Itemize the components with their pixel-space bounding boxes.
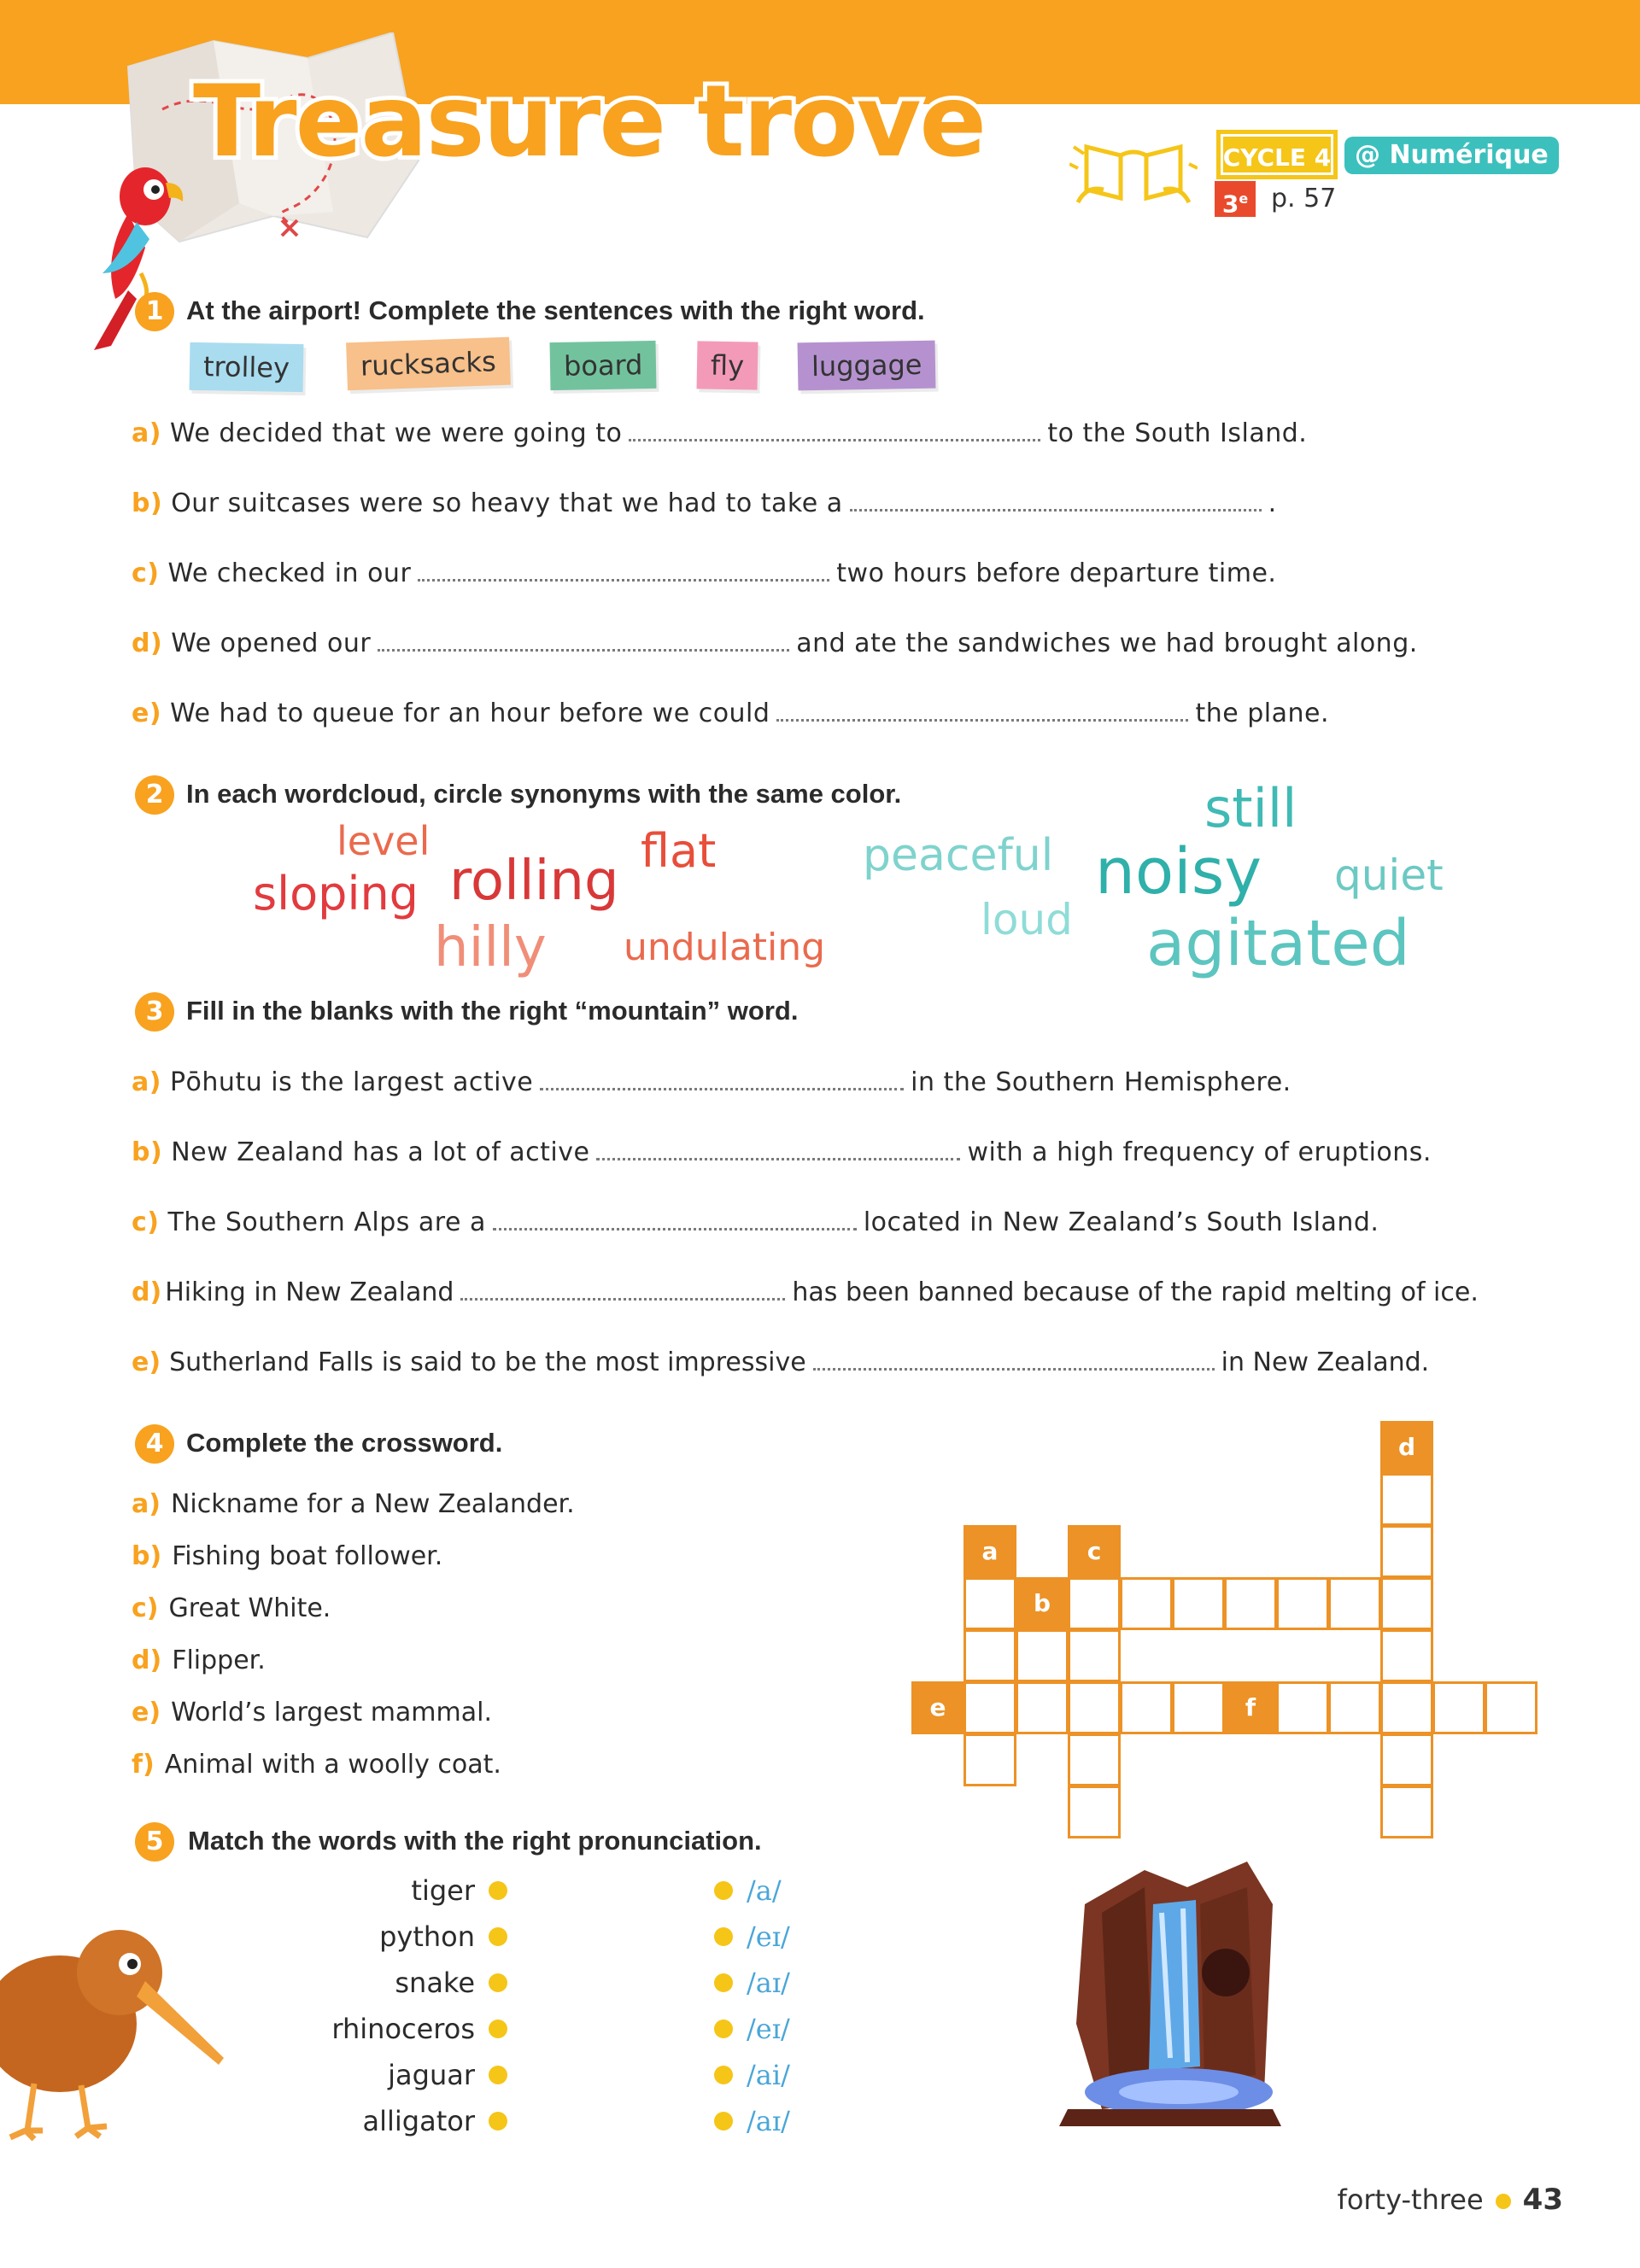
- blank-field[interactable]: [493, 1209, 857, 1230]
- grade-superscript: e: [1239, 190, 1249, 207]
- exercise-4-number: 4: [135, 1424, 174, 1464]
- crossword-cell[interactable]: [1068, 1629, 1121, 1682]
- match-word-python: python: [379, 1920, 475, 1953]
- clue-letter: d): [132, 1645, 162, 1675]
- match-word-rhinoceros: rhinoceros: [331, 2013, 475, 2045]
- pronunciation: /ai/: [747, 2059, 790, 2091]
- cloud-word-quiet[interactable]: quiet: [1334, 850, 1444, 900]
- ex1-sentence-a: [132, 417, 1307, 451]
- match-dot-right[interactable]: [714, 1973, 733, 1992]
- page-word: forty-three: [1337, 2183, 1484, 2216]
- exercise-5-instruction: Match the words with the right pronunciation.: [188, 1826, 762, 1856]
- clue-text: World’s largest mammal.: [171, 1698, 492, 1727]
- crossword-label-c: c: [1068, 1525, 1121, 1578]
- sentence-letter: d): [132, 628, 163, 658]
- sentence-after: in New Zealand.: [1221, 1347, 1430, 1377]
- word-chip-rucksacks[interactable]: rucksacks: [346, 337, 510, 391]
- sentence-after: in the Southern Hemisphere.: [911, 1067, 1292, 1097]
- match-dot-left[interactable]: [489, 1881, 507, 1900]
- match-dot-left[interactable]: [489, 2020, 507, 2038]
- clue-letter: b): [132, 1541, 162, 1571]
- exercise-5-number: 5: [135, 1822, 174, 1862]
- exercise-2-instruction: In each wordcloud, circle synonyms with the same color.: [186, 779, 902, 809]
- footer-dot: [1496, 2194, 1511, 2209]
- clue-text: Nickname for a New Zealander.: [170, 1489, 575, 1519]
- word-chip-board[interactable]: board: [550, 341, 657, 390]
- cloud-word-rolling[interactable]: rolling: [449, 850, 619, 913]
- ex3-sentence-e: [132, 1346, 1429, 1380]
- blank-field[interactable]: [460, 1279, 785, 1301]
- sentence-letter: a): [132, 1067, 161, 1097]
- match-dot-right[interactable]: [714, 2020, 733, 2038]
- crossword-cell[interactable]: [964, 1733, 1016, 1786]
- cycle-badge: CYCLE 4: [1216, 130, 1338, 179]
- crossword-cell[interactable]: [1068, 1681, 1121, 1734]
- page-footer: [1338, 2181, 1563, 2218]
- clue-f: [132, 1748, 501, 1782]
- pronunciation: /eɪ/: [747, 1920, 790, 1953]
- blank-field[interactable]: [596, 1139, 960, 1160]
- ex3-sentence-b: [132, 1136, 1432, 1170]
- crossword-cell[interactable]: [1380, 1786, 1433, 1838]
- cloud-word-agitated[interactable]: agitated: [1146, 907, 1410, 980]
- crossword-cell[interactable]: [1224, 1577, 1277, 1630]
- crossword-cell[interactable]: [1276, 1681, 1329, 1734]
- sentence-letter: a): [132, 418, 161, 448]
- crossword-cell[interactable]: [1380, 1733, 1433, 1786]
- crossword-cell[interactable]: [1172, 1577, 1225, 1630]
- sentence-before: We checked in our: [167, 558, 412, 588]
- cloud-word-noisy[interactable]: noisy: [1095, 835, 1262, 909]
- exercise-2-number: 2: [135, 775, 174, 815]
- sentence-before: Our suitcases were so heavy that we had to take a: [171, 488, 843, 518]
- exercise-3-number: 3: [135, 992, 174, 1032]
- crossword-label-e: e: [911, 1681, 964, 1734]
- clue-text: Fishing boat follower.: [172, 1541, 443, 1571]
- ex1-sentence-b: [132, 487, 1277, 521]
- sentence-after: to the South Island.: [1047, 418, 1308, 448]
- blank-field[interactable]: [813, 1349, 1215, 1371]
- cloud-word-hilly[interactable]: hilly: [434, 916, 547, 979]
- exercise-1-instruction: At the airport! Complete the sentences with the right word.: [186, 295, 925, 325]
- blank-field[interactable]: [378, 630, 789, 652]
- clue-text: Animal with a woolly coat.: [164, 1750, 501, 1780]
- sentence-before: We decided that we were going to: [169, 418, 623, 448]
- cloud-word-level[interactable]: level: [337, 818, 430, 864]
- crossword-cell[interactable]: [1432, 1681, 1485, 1734]
- crossword-cell[interactable]: [964, 1577, 1016, 1630]
- crossword-cell[interactable]: [1328, 1681, 1381, 1734]
- match-word-jaguar: jaguar: [388, 2059, 475, 2091]
- match-dot-left[interactable]: [489, 2112, 507, 2131]
- clue-d: [132, 1644, 266, 1678]
- crossword-cell[interactable]: [1328, 1577, 1381, 1630]
- blank-field[interactable]: [418, 560, 829, 582]
- sentence-letter: e): [132, 699, 162, 728]
- word-chip-trolley[interactable]: trolley: [190, 342, 304, 392]
- clue-letter: e): [132, 1698, 161, 1727]
- ex1-sentence-c: [132, 557, 1276, 591]
- crossword-cell[interactable]: [1380, 1525, 1433, 1578]
- crossword-cell[interactable]: [1120, 1681, 1173, 1734]
- page-title: Treasure trove: [193, 64, 986, 179]
- clue-letter: f): [132, 1750, 155, 1780]
- clue-text: Great White.: [168, 1593, 331, 1623]
- sentence-after: has been banned because of the rapid melting of ice.: [792, 1277, 1479, 1307]
- sentence-before: We had to queue for an hour before we could: [170, 699, 770, 728]
- match-dot-right[interactable]: [714, 1927, 733, 1946]
- clue-letter: c): [132, 1593, 159, 1623]
- pronunciation: /aɪ/: [747, 1967, 790, 1999]
- sentence-letter: b): [132, 488, 163, 518]
- sentence-letter: c): [132, 1207, 160, 1237]
- crossword-label-a: a: [964, 1525, 1016, 1578]
- exercise-1-number: 1: [135, 292, 174, 331]
- cloud-word-undulating[interactable]: undulating: [624, 926, 826, 969]
- match-dot-right[interactable]: [714, 2066, 733, 2084]
- pronunciation: /a/: [747, 1874, 782, 1907]
- crossword-cell[interactable]: [1380, 1577, 1433, 1630]
- clue-a: [132, 1488, 575, 1522]
- sentence-before: Sutherland Falls is said to be the most impressive: [169, 1347, 806, 1377]
- blank-field[interactable]: [850, 490, 1262, 511]
- word-chip-fly[interactable]: fly: [697, 341, 758, 389]
- cloud-word-peaceful[interactable]: peaceful: [863, 830, 1054, 881]
- ex3-sentence-c: [132, 1206, 1379, 1240]
- clue-e: [132, 1696, 492, 1730]
- numerique-link[interactable]: @ Numérique: [1344, 137, 1559, 174]
- sentence-before: New Zealand has a lot of active: [171, 1137, 590, 1167]
- crossword-cell[interactable]: [1016, 1681, 1069, 1734]
- grade-number: 3: [1221, 190, 1239, 219]
- crossword-cell[interactable]: [964, 1681, 1016, 1734]
- match-dot-right[interactable]: [714, 1881, 733, 1900]
- crossword-cell[interactable]: [1120, 1577, 1173, 1630]
- ex1-sentence-d: [132, 627, 1418, 661]
- sentence-before: The Southern Alps are a: [167, 1207, 486, 1237]
- crossword-label-d: d: [1380, 1421, 1433, 1474]
- sentence-after: located in New Zealand’s South Island.: [863, 1207, 1379, 1237]
- cloud-word-sloping[interactable]: sloping: [253, 867, 419, 921]
- crossword-cell[interactable]: [1485, 1681, 1538, 1734]
- cloud-word-loud[interactable]: loud: [981, 895, 1073, 944]
- match-dot-right[interactable]: [714, 2112, 733, 2131]
- kiwi-bird-icon: [0, 1896, 231, 2143]
- blank-field[interactable]: [540, 1069, 904, 1090]
- word-chip-luggage[interactable]: luggage: [798, 341, 936, 391]
- crossword-cell[interactable]: [964, 1629, 1016, 1682]
- sentence-after: and ate the sandwiches we had brought along.: [796, 628, 1418, 658]
- pronunciation: /aɪ/: [747, 2105, 790, 2137]
- match-word-alligator: alligator: [362, 2105, 475, 2137]
- match-dot-left[interactable]: [489, 2066, 507, 2084]
- sentence-letter: b): [132, 1137, 163, 1167]
- page-reference: p. 57: [1271, 184, 1337, 213]
- crossword-label-b: b: [1016, 1577, 1069, 1630]
- cloud-word-still[interactable]: still: [1204, 777, 1297, 839]
- grade-badge: [1215, 181, 1256, 217]
- blank-field[interactable]: [776, 700, 1188, 722]
- ex3-sentence-d: [132, 1276, 1479, 1310]
- crossword-cell[interactable]: [1016, 1629, 1069, 1682]
- sentence-after: the plane.: [1195, 699, 1329, 728]
- clue-letter: a): [132, 1489, 161, 1519]
- crossword-label-f: f: [1224, 1681, 1277, 1734]
- sentence-after: with a high frequency of eruptions.: [967, 1137, 1432, 1167]
- sentence-before: Hiking in New Zealand: [165, 1277, 454, 1307]
- ex1-sentence-e: [132, 697, 1329, 731]
- clue-b: [132, 1540, 442, 1574]
- crossword-cell[interactable]: [1172, 1681, 1225, 1734]
- match-word-snake: snake: [395, 1967, 475, 1999]
- reading-book-icon: [1069, 130, 1198, 207]
- sentence-letter: d): [132, 1277, 162, 1307]
- crossword-cell[interactable]: [1276, 1577, 1329, 1630]
- sentence-after: .: [1268, 488, 1277, 518]
- page-number: 43: [1522, 2183, 1563, 2217]
- crossword-cell[interactable]: [1380, 1629, 1433, 1682]
- clue-text: Flipper.: [172, 1645, 266, 1675]
- crossword-cell[interactable]: [1068, 1786, 1121, 1838]
- sentence-after: two hours before departure time.: [836, 558, 1277, 588]
- exercise-4-instruction: Complete the crossword.: [186, 1428, 503, 1458]
- match-dot-left[interactable]: [489, 1927, 507, 1946]
- crossword-cell[interactable]: [1068, 1577, 1121, 1630]
- crossword-cell[interactable]: [1068, 1733, 1121, 1786]
- crossword-cell[interactable]: [1380, 1681, 1433, 1734]
- sentence-letter: c): [132, 558, 160, 588]
- pronunciation: /eɪ/: [747, 2013, 790, 2045]
- sentence-before: Pōhutu is the largest active: [169, 1067, 534, 1097]
- match-word-tiger: tiger: [411, 1874, 475, 1907]
- crossword-cell[interactable]: [1380, 1473, 1433, 1526]
- blank-field[interactable]: [629, 420, 1040, 441]
- clue-c: [132, 1592, 331, 1626]
- ex3-sentence-a: [132, 1066, 1292, 1100]
- waterfall-icon: [1051, 1853, 1290, 2135]
- cloud-word-flat[interactable]: flat: [641, 824, 717, 878]
- sentence-letter: e): [132, 1347, 161, 1377]
- sentence-before: We opened our: [171, 628, 372, 658]
- exercise-3-instruction: Fill in the blanks with the right “mountain” word.: [186, 996, 799, 1026]
- match-dot-left[interactable]: [489, 1973, 507, 1992]
